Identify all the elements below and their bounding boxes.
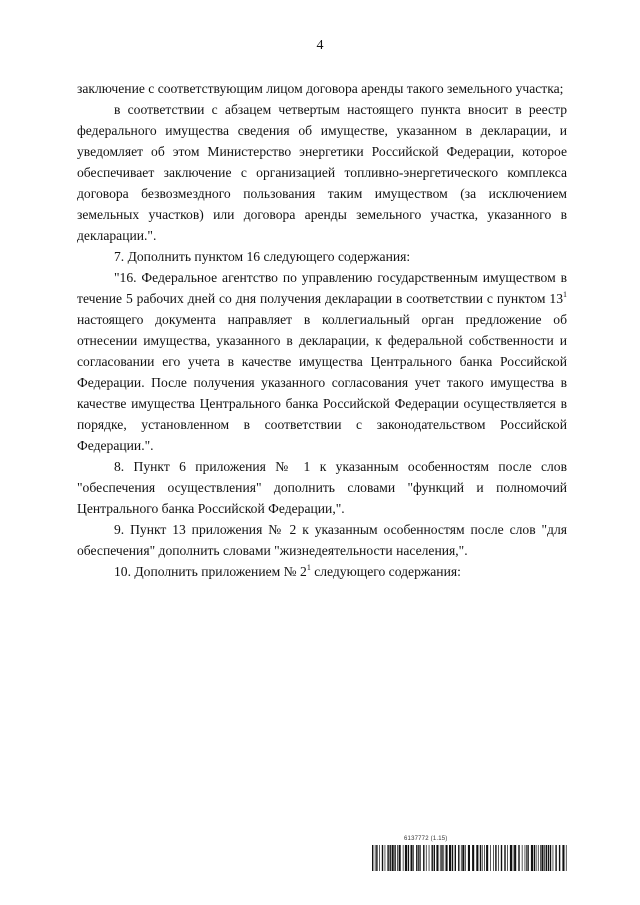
barcode-bar (403, 845, 404, 871)
barcode-bar (461, 845, 462, 871)
barcode-bar (480, 845, 481, 871)
barcode-bar (468, 845, 470, 871)
barcode-bar (440, 845, 441, 871)
paragraph-2: в соответствии с абзацем четвертым настоящего пункта вносит в реестр федерального имущества сведения об имуществе, указанном в декларации, и уведомляет об этом Министерство энергетики Российской Федерации, которое обеспечивает заключение с организацией топливно-энергетического комплекса договора безвозмездного пользования таким имуществом (за исключением земельных участков) или договора аренды земельного участка, указанного в декларации.". (77, 102, 567, 243)
barcode-bar (462, 845, 464, 871)
barcode-bar (418, 845, 419, 871)
barcode-bar (390, 845, 391, 871)
barcode-bar (432, 845, 433, 871)
barcode-bar (420, 845, 421, 871)
barcode-bar (416, 845, 417, 871)
barcode-bar (426, 845, 427, 871)
barcode-bar (482, 845, 483, 871)
barcode-bar (518, 845, 519, 871)
barcode-bar (375, 845, 376, 871)
barcode-bar (397, 845, 398, 871)
barcode (372, 845, 568, 871)
barcode-bar (525, 845, 526, 871)
barcode-bar (465, 845, 466, 871)
barcode-bar (531, 845, 533, 871)
barcode-bar (413, 845, 414, 871)
barcode-bar (566, 845, 567, 871)
barcode-bar (379, 845, 380, 871)
barcode-bar (553, 845, 554, 871)
page-number: 4 (316, 38, 324, 53)
barcode-bar (441, 845, 442, 871)
barcode-bar (510, 845, 512, 871)
barcode-bar (452, 845, 453, 871)
barcode-bar (372, 845, 373, 871)
barcode-bar (546, 845, 547, 871)
barcode-bar (550, 845, 551, 871)
paragraph-item-10-text-a: 10. Дополнить приложением № 2 (114, 564, 307, 579)
barcode-bar (472, 845, 474, 871)
barcode-bar (387, 845, 388, 871)
barcode-bar (458, 845, 459, 871)
paragraph-item-16-text-b: настоящего документа направляет в коллегиальный орган предложение об отнесении имущества, указанного в декларации, к федеральной собственности и согласовании его учета в качестве имущества Центрального банка Российской Федерации. После получения указанного согласования учет такого имущества в качестве имущества Центрального банка Российской Федерации осуществляется в порядке, установленном в соответствии с законодательством Российской Федерации.". (77, 312, 567, 453)
barcode-bar (423, 845, 424, 871)
barcode-bar (562, 845, 564, 871)
barcode-bar (490, 845, 491, 871)
barcode-bar (476, 845, 478, 871)
document-body (77, 78, 567, 582)
barcode-bar (536, 845, 537, 871)
barcode-bar (541, 845, 543, 871)
barcode-bar (507, 845, 508, 871)
barcode-bar (376, 845, 377, 871)
barcode-bar (455, 845, 456, 871)
barcode-bar (495, 845, 496, 871)
barcode-bar (522, 845, 523, 871)
barcode-bar (392, 845, 394, 871)
paragraph-item-16-text-a: "16. Федеральное агентство по управлению государственным имуществом в течение 5 рабочих дней со дня получения декларации в соответствии с пунктом 13 (77, 270, 567, 306)
barcode-bar (548, 845, 549, 871)
barcode-bar (493, 845, 494, 871)
barcode-bar (449, 845, 451, 871)
barcode-bar (382, 845, 383, 871)
paragraph-item-10-text-b: следующего содержания: (310, 564, 461, 579)
barcode-bar (429, 845, 430, 871)
barcode-bar (408, 845, 409, 871)
superscript-1: 1 (563, 290, 567, 299)
barcode-bar (498, 845, 499, 871)
barcode-bar (405, 845, 407, 871)
barcode-bar (534, 845, 535, 871)
document-code: 6137772 (1.15) (404, 836, 448, 842)
barcode-bar (538, 845, 539, 871)
paragraph-item-8: 8. Пункт 6 приложения № 1 к указанным особенностям после слов "обеспечения осуществления" дополнить словами "функций и полномочий Центрального банка Российской Федерации,". (77, 459, 567, 516)
superscript-2: 1 (306, 563, 311, 572)
barcode-bar (504, 845, 505, 871)
barcode-bar (399, 845, 401, 871)
barcode-bar (513, 845, 514, 871)
barcode-bar (411, 845, 413, 871)
barcode-bar (436, 845, 438, 871)
paragraph-1: заключение с соответствующим лицом договора аренды такого земельного участка; (77, 81, 564, 96)
barcode-bar (446, 845, 448, 871)
barcode-bar (484, 845, 485, 871)
paragraph-item-10 (77, 561, 567, 582)
barcode-bar (514, 845, 516, 871)
barcode-bar (544, 845, 545, 871)
barcode-bar (394, 845, 395, 871)
paragraph-item-7: 7. Дополнить пунктом 16 следующего содержания: (114, 249, 411, 264)
paragraph-item-9: 9. Пункт 13 приложения № 2 к указанным особенностям после слов "для обеспечения" дополнить словами "жизнедеятельности населения,". (77, 522, 567, 558)
barcode-bar (559, 845, 560, 871)
barcode-bar (486, 845, 488, 871)
barcode-bar (443, 845, 444, 871)
paragraph-item-16-quote (77, 267, 567, 456)
barcode-bar (501, 845, 502, 871)
barcode-bar (526, 845, 527, 871)
barcode-bar (540, 845, 541, 871)
barcode-bar (385, 845, 386, 871)
barcode-bar (555, 845, 556, 871)
barcode-bar (527, 845, 528, 871)
barcode-bar (434, 845, 435, 871)
